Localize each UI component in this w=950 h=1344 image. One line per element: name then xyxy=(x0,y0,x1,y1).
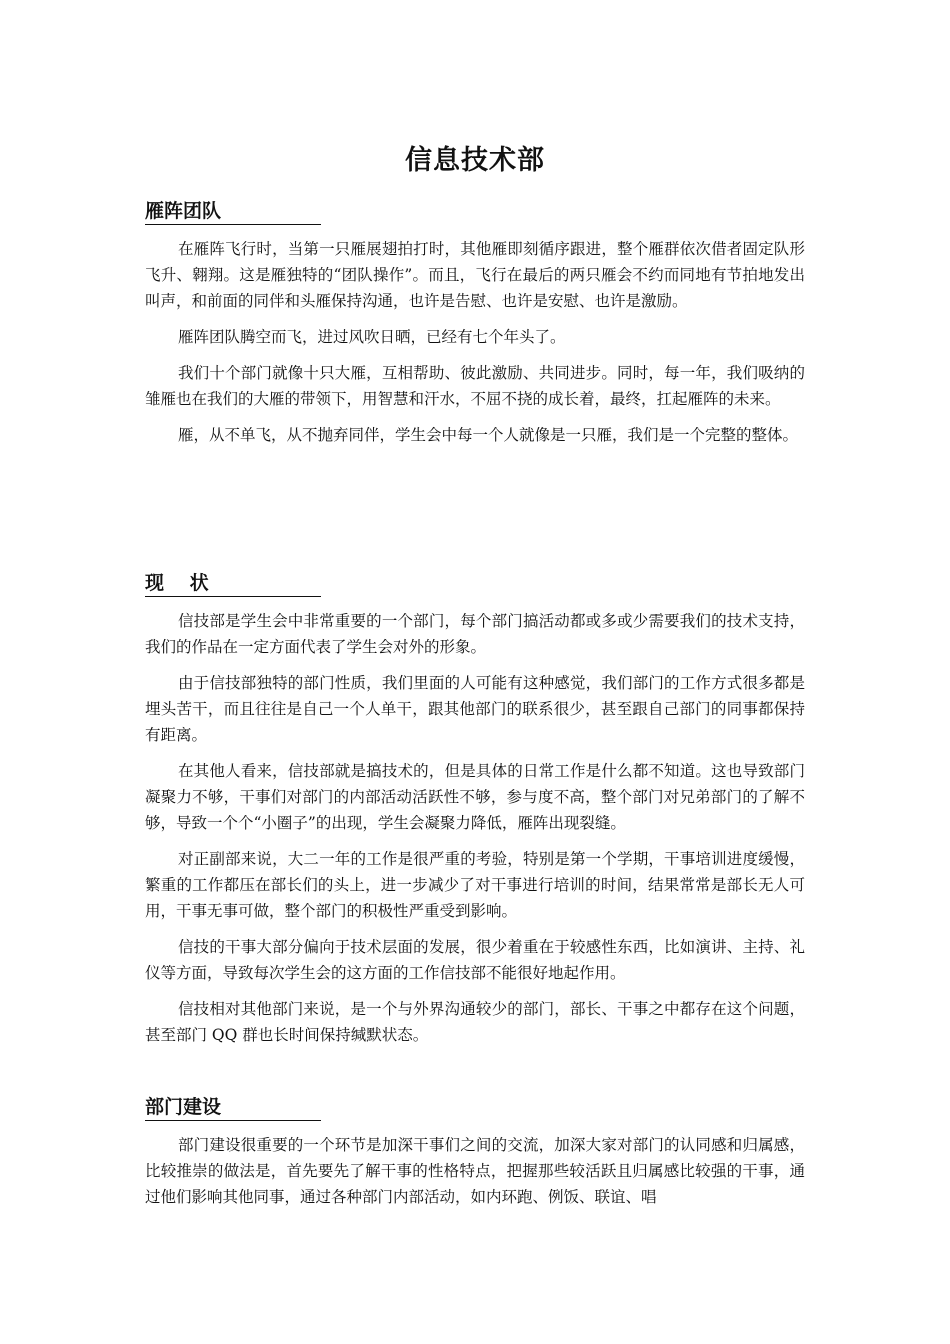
section-heading: 部门建设 xyxy=(145,1096,222,1118)
paragraph: 雁阵团队腾空而飞，进过风吹日晒，已经有七个年头了。 xyxy=(178,328,566,346)
paragraph: 由于信技部独特的部门性质，我们里面的人可能有这种感觉，我们部门的工作方式很多都是埋头苦干，而且往往是自己一个人单干，跟其他部门的联系很少，甚至跟自己部门的同事都保持有距离。 xyxy=(145,674,805,744)
section-heading-underline xyxy=(145,1094,321,1121)
paragraph: 雁，从不单飞，从不抛弃同伴，学生会中每一个人就像是一只雁，我们是一个完整的整体。 xyxy=(178,426,799,444)
section-team xyxy=(145,198,805,448)
paragraph: 部门建设很重要的一个环节是加深干事们之间的交流，加深大家对部门的认同感和归属感，比较推崇的做法是，首先要先了解干事的性格特点，把握那些较活跃且归属感比较强的干事，通过他们影响其他同事，通过各种部门内部活动，如内环跑、例饭、联谊、唱 xyxy=(145,1136,805,1206)
paragraph: 信技部是学生会中非常重要的一个部门，每个部门搞活动都或多或少需要我们的技术支持，我们的作品在一定方面代表了学生会对外的形象。 xyxy=(145,612,805,656)
section-department-building xyxy=(145,1094,805,1210)
document-title: 信息技术部 xyxy=(405,145,545,176)
paragraph: 在其他人看来，信技部就是搞技术的，但是具体的日常工作是什么都不知道。这也导致部门凝聚力不够，干事们对部门的内部活动活跃性不够，参与度不高，整个部门对兄弟部门的了解不够，导致一个个“小圈子”的出现，学生会凝聚力降低，雁阵出现裂缝。 xyxy=(145,762,805,832)
paragraph: 对正副部来说，大二一年的工作是很严重的考验，特别是第一个学期，干事培训进度缓慢，繁重的工作都压在部长们的头上，进一步减少了对干事进行培训的时间，结果常常是部长无人可用，干事无事可做，整个部门的积极性严重受到影响。 xyxy=(145,850,805,920)
paragraph: 在雁阵飞行时，当第一只雁展翅拍打时，其他雁即刻循序跟进，整个雁群依次借者固定队形飞升、翱翔。这是雁独特的“团队操作”。而且，飞行在最后的两只雁会不约而同地有节拍地发出叫声，和前面的同伴和头雁保持沟通，也许是告慰、也许是安慰、也许是激励。 xyxy=(145,240,805,310)
section-heading-underline xyxy=(145,570,321,597)
paragraph: 信技相对其他部门来说，是一个与外界沟通较少的部门，部长、干事之中都存在这个问题，甚至部门 QQ 群也长时间保持缄默状态。 xyxy=(145,1000,805,1044)
paragraph: 信技的干事大部分偏向于技术层面的发展，很少着重在于较感性东西，比如演讲、主持、礼仪等方面，导致每次学生会的这方面的工作信技部不能很好地起作用。 xyxy=(145,938,805,982)
section-heading: 雁阵团队 xyxy=(145,200,222,222)
section-heading: 现 状 xyxy=(145,572,209,594)
paragraph: 我们十个部门就像十只大雁，互相帮助、彼此激励、共同进步。同时，每一年，我们吸纳的雏雁也在我们的大雁的带领下，用智慧和汗水，不屈不挠的成长着，最终，扛起雁阵的未来。 xyxy=(145,364,805,408)
section-status xyxy=(145,570,805,1048)
section-heading-underline xyxy=(145,198,321,225)
